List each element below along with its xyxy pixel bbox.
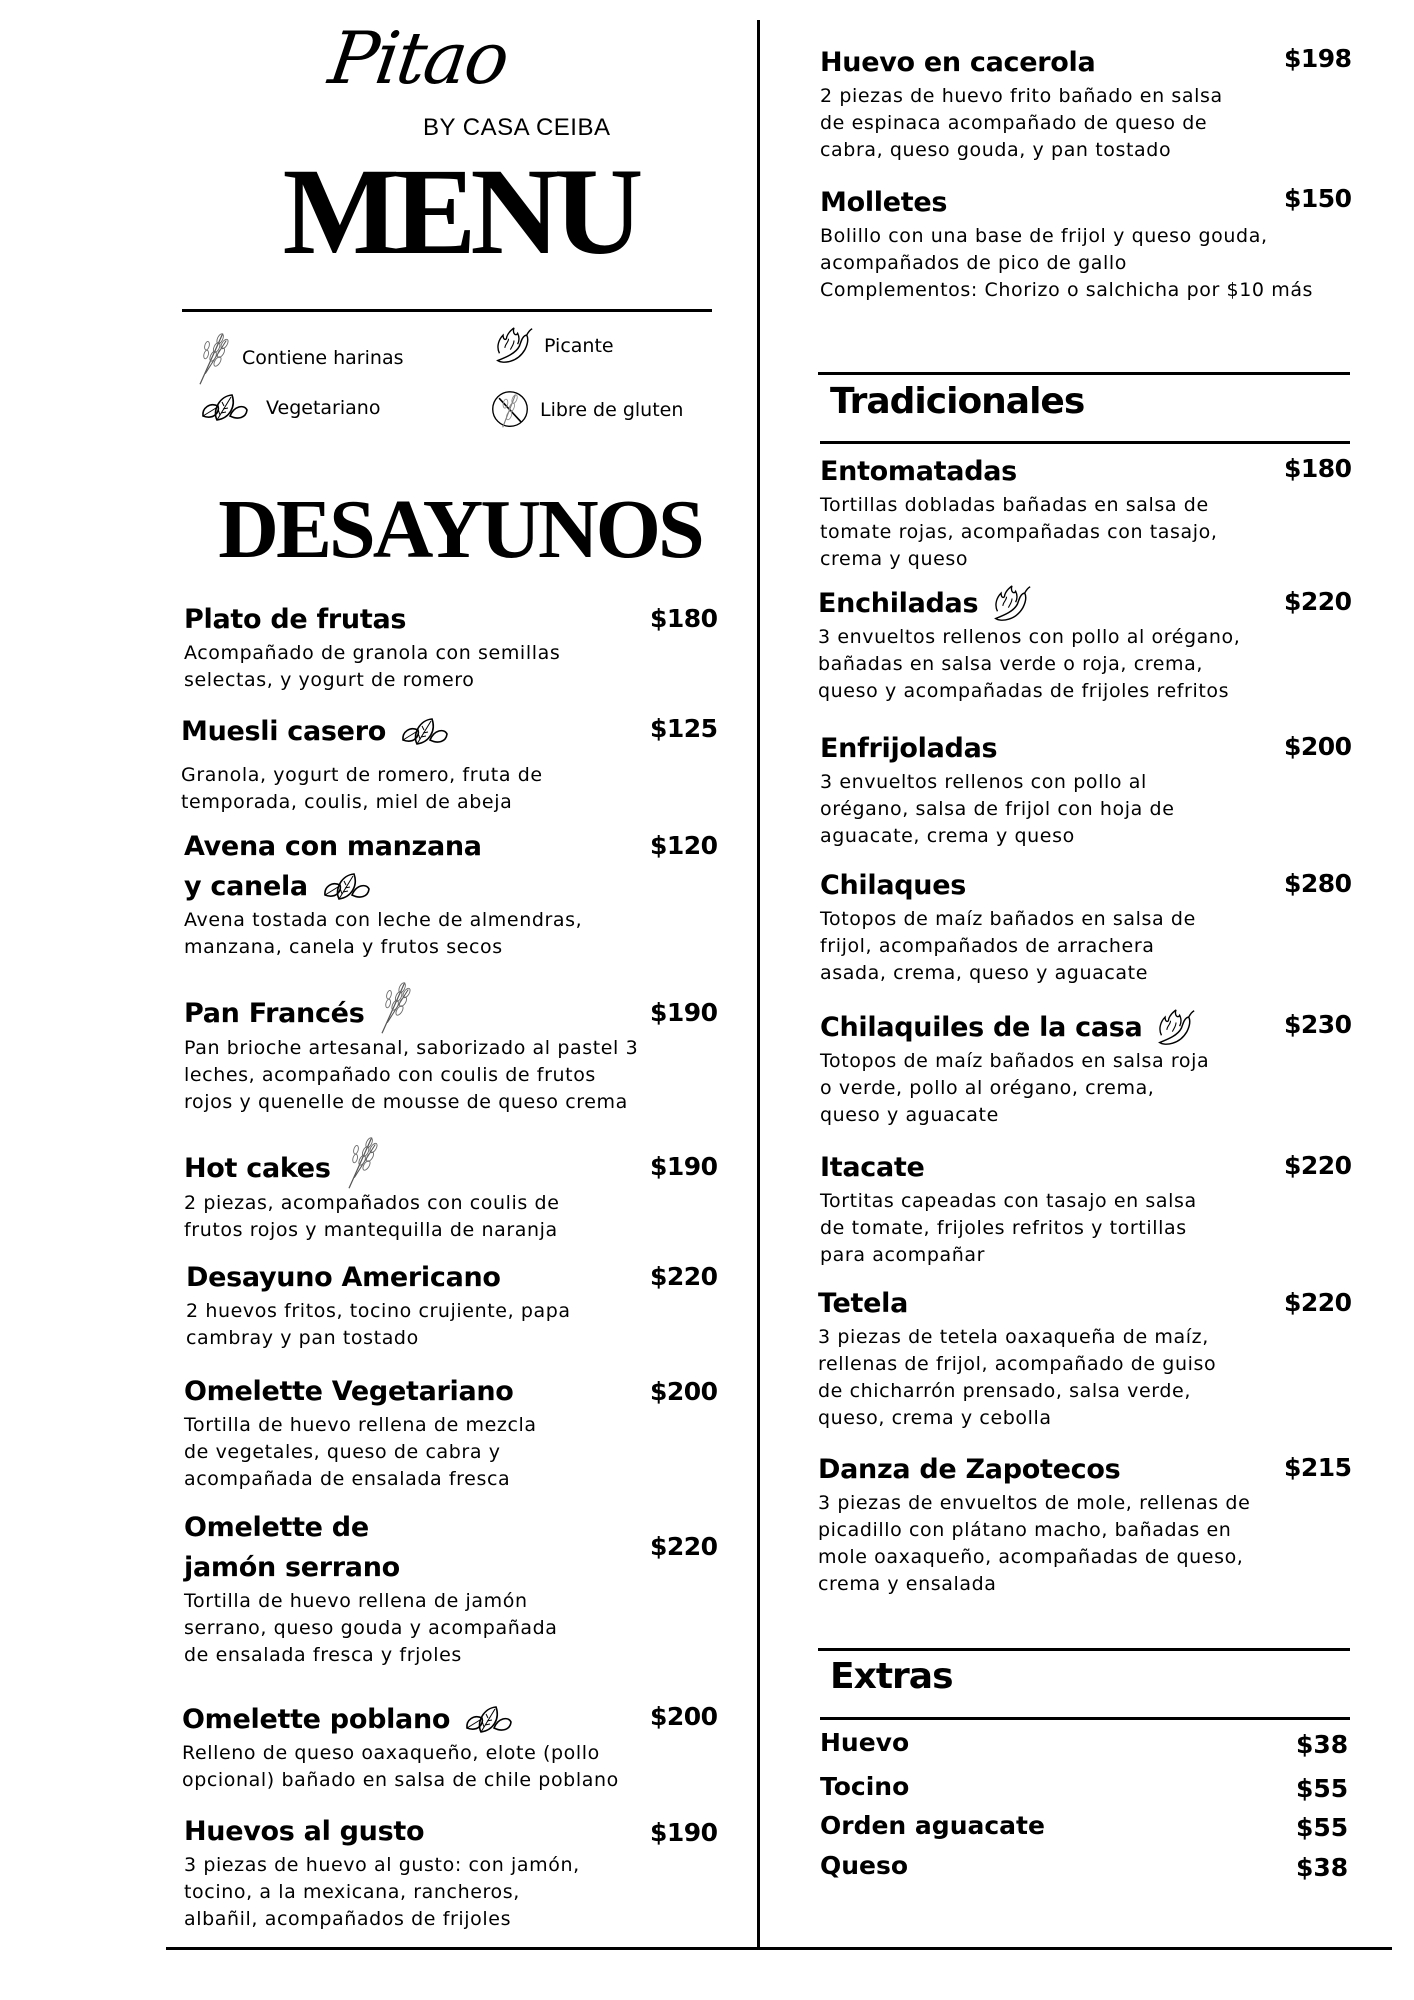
- item-name-row: [818, 1450, 1250, 1490]
- item-description-line: asada, crema, queso y aguacate: [820, 962, 1148, 984]
- legend-vegetariano: [200, 392, 380, 424]
- item-name-row: [184, 1148, 560, 1190]
- item-description-line: leches, acompañado con coulis de frutos: [184, 1064, 596, 1086]
- item-description-line: selectas, y yogurt de romero: [184, 669, 475, 691]
- item-description-line: crema y ensalada: [818, 1573, 997, 1595]
- item-name: Huevos al gusto: [184, 1816, 425, 1847]
- extra-item-price: $38: [1296, 1853, 1349, 1882]
- logo-subtitle: BY CASA CEIBA: [423, 114, 611, 141]
- leaves-icon: [400, 716, 450, 748]
- column-divider: [757, 20, 760, 1950]
- item-description-line: de chicharrón prensado, salsa verde,: [818, 1380, 1191, 1402]
- menu-item: [184, 600, 560, 694]
- item-name: Enfrijoladas: [820, 733, 998, 764]
- menu-item: [184, 1148, 560, 1244]
- chili-flame-icon: [494, 326, 534, 366]
- item-description-line: 3 envueltos rellenos con pollo al: [820, 771, 1147, 793]
- menu-item: [184, 1812, 580, 1933]
- item-description-line: manzana, canela y frutos secos: [184, 936, 503, 958]
- header-divider: [182, 309, 712, 312]
- legend-contiene-harinas: [196, 330, 403, 386]
- extras-bottom-rule: [820, 1717, 1350, 1720]
- item-description-line: frijol, acompañados de arrachera: [820, 935, 1155, 957]
- item-name-row: [820, 1008, 1209, 1048]
- item-description-line: 2 huevos fritos, tocino crujiente, papa: [186, 1300, 571, 1322]
- item-description-line: acompañada de ensalada fresca: [184, 1468, 511, 1490]
- item-name-row: [181, 712, 543, 752]
- chili-flame-icon: [1156, 1008, 1196, 1048]
- tradicionales-top-rule: [818, 372, 1350, 375]
- item-description-line: Tortillas dobladas bañadas en salsa de: [820, 494, 1209, 516]
- item-name: Hot cakes: [184, 1153, 331, 1184]
- extra-item-name: Tocino: [820, 1772, 910, 1801]
- item-name: Tetela: [818, 1288, 909, 1319]
- item-name-row: [820, 452, 1218, 492]
- item-price: $220: [650, 1262, 718, 1291]
- wheat-icon: [196, 330, 232, 386]
- item-name-row: [184, 600, 560, 640]
- menu-item: [820, 183, 1313, 304]
- item-description-line: rellenas de frijol, acompañado de guiso: [818, 1353, 1217, 1375]
- footer-divider: [166, 1947, 1392, 1950]
- item-description-line: 3 piezas de huevo al gusto: con jamón,: [184, 1854, 580, 1876]
- menu-item: [820, 1008, 1209, 1129]
- item-name-row: [818, 584, 1240, 624]
- item-description-line: queso y acompañadas de frijoles refritos: [818, 680, 1230, 702]
- menu-title: MENU: [282, 143, 638, 280]
- item-name: Huevo en cacerola: [820, 47, 1096, 78]
- extra-item-name: Huevo: [820, 1728, 910, 1757]
- extra-item-price: $55: [1296, 1774, 1349, 1803]
- item-name: Entomatadas: [820, 456, 1017, 487]
- item-name-row: [820, 729, 1174, 769]
- item-description-line: Granola, yogurt de romero, fruta de: [181, 764, 543, 786]
- item-name: Omelette poblano: [182, 1704, 451, 1735]
- item-description-line: cabra, queso gouda, y pan tostado: [820, 139, 1172, 161]
- item-price: $150: [1284, 184, 1352, 213]
- legend-label: Contiene harinas: [242, 347, 404, 369]
- menu-item: [820, 866, 1196, 987]
- item-description-line: de vegetales, queso de cabra y: [184, 1441, 501, 1463]
- item-price: $220: [1284, 587, 1352, 616]
- item-description-line: mole oaxaqueño, acompañadas de queso,: [818, 1546, 1244, 1568]
- item-description-line: Tortitas capeadas con tasajo en salsa: [820, 1190, 1197, 1212]
- logo-script: Pitao: [324, 16, 513, 100]
- item-name: Muesli casero: [181, 716, 386, 747]
- section-title-extras: Extras: [830, 1656, 953, 1697]
- item-description-line: Tortilla de huevo rellena de mezcla: [184, 1414, 537, 1436]
- item-description-line: 3 piezas de envueltos de mole, rellenas de: [818, 1492, 1251, 1514]
- chili-flame-icon: [992, 584, 1032, 624]
- item-description-line: aguacate, crema y queso: [820, 825, 1075, 847]
- item-name-row: [184, 1548, 558, 1588]
- item-name-row: [184, 867, 582, 907]
- menu-item: [820, 1148, 1197, 1269]
- legend-label: Vegetariano: [266, 397, 381, 419]
- item-description-line: de ensalada fresca y frjoles: [184, 1644, 462, 1666]
- item-name: Omelette de: [184, 1512, 369, 1543]
- item-name: Itacate: [820, 1152, 925, 1183]
- menu-item: [182, 1700, 619, 1794]
- item-description-line: frutos rojos y mantequilla de naranja: [184, 1219, 558, 1241]
- item-price: $220: [1284, 1151, 1352, 1180]
- item-description-line: picadillo con plátano macho, bañadas en: [818, 1519, 1232, 1541]
- menu-item: [820, 43, 1223, 164]
- item-name: Molletes: [820, 187, 948, 218]
- item-description-line: Complementos: Chorizo o salchicha por $10 más: [820, 279, 1314, 301]
- item-description-line: o verde, pollo al orégano, crema,: [820, 1077, 1155, 1099]
- item-name: Desayuno Americano: [186, 1262, 501, 1293]
- item-price: $180: [650, 604, 718, 633]
- item-description-line: cambray y pan tostado: [186, 1327, 419, 1349]
- item-description-line: orégano, salsa de frijol con hoja de: [820, 798, 1175, 820]
- item-name-row: [184, 993, 638, 1035]
- menu-item: [184, 1372, 537, 1493]
- item-description-line: crema y queso: [820, 548, 969, 570]
- item-description-line: 3 piezas de tetela oaxaqueña de maíz,: [818, 1326, 1209, 1348]
- item-description-line: queso y aguacate: [820, 1104, 999, 1126]
- item-price: $125: [650, 714, 718, 743]
- item-name-row: [184, 1508, 558, 1548]
- menu-item: [818, 1450, 1250, 1598]
- item-description-line: acompañados de pico de gallo: [820, 252, 1127, 274]
- item-price: $190: [650, 998, 718, 1027]
- item-price: $200: [650, 1702, 718, 1731]
- item-name-row: [186, 1258, 571, 1298]
- item-description-line: serrano, queso gouda y acompañada: [184, 1617, 558, 1639]
- extra-item-name: Queso: [820, 1851, 909, 1880]
- item-description-line: Acompañado de granola con semillas: [184, 642, 561, 664]
- item-description-line: 3 envueltos rellenos con pollo al orégano,: [818, 626, 1241, 648]
- item-name-row: [184, 1372, 537, 1412]
- extras-top-rule: [818, 1648, 1350, 1651]
- item-name: Pan Francés: [184, 998, 365, 1029]
- legend-picante: [494, 326, 614, 366]
- leaves-icon: [322, 871, 372, 903]
- item-name-row: [184, 827, 582, 867]
- menu-item: [820, 452, 1218, 573]
- item-description-line: tomate rojas, acompañadas con tasajo,: [820, 521, 1218, 543]
- item-name: Omelette Vegetariano: [184, 1376, 514, 1407]
- menu-item: [184, 993, 638, 1116]
- extra-item-name: Orden aguacate: [820, 1811, 1045, 1840]
- item-description-line: de espinaca acompañado de queso de: [820, 112, 1208, 134]
- item-price: $200: [1284, 732, 1352, 761]
- item-name-row: [184, 1812, 580, 1852]
- menu-item: [184, 827, 582, 961]
- item-description-line: opcional) bañado en salsa de chile poblano: [182, 1769, 619, 1791]
- tradicionales-bottom-rule: [820, 441, 1350, 444]
- item-description-line: queso, crema y cebolla: [818, 1407, 1052, 1429]
- menu-item: [818, 584, 1240, 705]
- item-description-line: 2 piezas, acompañados con coulis de: [184, 1192, 560, 1214]
- item-name-row: [182, 1700, 619, 1740]
- item-description-line: Pan brioche artesanal, saborizado al pastel 3: [184, 1037, 639, 1059]
- item-name: Enchiladas: [818, 588, 979, 619]
- item-price: $120: [650, 831, 718, 860]
- leaves-icon: [200, 392, 250, 424]
- item-description-line: Totopos de maíz bañados en salsa roja: [820, 1050, 1210, 1072]
- item-price: $190: [650, 1818, 718, 1847]
- item-name-row: [820, 866, 1196, 906]
- item-name: Chilaques: [820, 870, 966, 901]
- item-price: $230: [1284, 1010, 1352, 1039]
- leaves-icon: [464, 1704, 514, 1736]
- wheat-icon: [378, 979, 414, 1035]
- item-price: $215: [1284, 1453, 1352, 1482]
- item-description-line: albañil, acompañados de frijoles: [184, 1908, 512, 1930]
- menu-item: [186, 1258, 571, 1352]
- legend-label: Libre de gluten: [540, 399, 684, 421]
- item-price: $280: [1284, 869, 1352, 898]
- menu-item: [818, 1284, 1216, 1432]
- item-price: $200: [650, 1377, 718, 1406]
- item-name: Avena con manzana: [184, 831, 482, 862]
- menu-item: [820, 729, 1174, 850]
- item-description-line: Totopos de maíz bañados en salsa de: [820, 908, 1196, 930]
- item-description-line: para acompañar: [820, 1244, 986, 1266]
- item-description-line: Avena tostada con leche de almendras,: [184, 909, 583, 931]
- item-name: Plato de frutas: [184, 604, 407, 635]
- item-description-line: Bolillo con una base de frijol y queso gouda,: [820, 225, 1268, 247]
- wheat-icon: [345, 1134, 381, 1190]
- item-name-row: [820, 183, 1313, 223]
- menu-item: [181, 712, 543, 816]
- section-title-desayunos: DESAYUNOS: [218, 483, 702, 576]
- item-name: Chilaquiles de la casa: [820, 1012, 1143, 1043]
- item-name-line-2: y canela: [184, 871, 308, 902]
- item-name-row: [820, 43, 1223, 83]
- item-name-line-2: jamón serrano: [184, 1552, 400, 1583]
- item-description-line: bañadas en salsa verde o roja, crema,: [818, 653, 1204, 675]
- legend-libre-de-gluten: [490, 386, 683, 434]
- extra-item-price: $55: [1296, 1813, 1349, 1842]
- gluten-free-icon: [490, 386, 530, 434]
- legend-label: Picante: [544, 335, 614, 357]
- item-price: $180: [1284, 454, 1352, 483]
- item-price: $220: [1284, 1288, 1352, 1317]
- item-description-line: 2 piezas de huevo frito bañado en salsa: [820, 85, 1223, 107]
- menu-item: [184, 1508, 558, 1669]
- item-name-row: [818, 1284, 1216, 1324]
- item-price: $220: [650, 1532, 718, 1561]
- item-description-line: Relleno de queso oaxaqueño, elote (pollo: [182, 1742, 600, 1764]
- item-description-line: Tortilla de huevo rellena de jamón: [184, 1590, 528, 1612]
- item-name-row: [820, 1148, 1197, 1188]
- item-description-line: temporada, coulis, miel de abeja: [181, 791, 513, 813]
- item-name: Danza de Zapotecos: [818, 1454, 1121, 1485]
- item-description-line: rojos y quenelle de mousse de queso crema: [184, 1091, 628, 1113]
- item-price: $190: [650, 1152, 718, 1181]
- section-title-tradicionales: Tradicionales: [830, 381, 1085, 422]
- extra-item-price: $38: [1296, 1730, 1349, 1759]
- item-description-line: tocino, a la mexicana, rancheros,: [184, 1881, 520, 1903]
- item-description-line: de tomate, frijoles refritos y tortillas: [820, 1217, 1187, 1239]
- item-price: $198: [1284, 44, 1352, 73]
